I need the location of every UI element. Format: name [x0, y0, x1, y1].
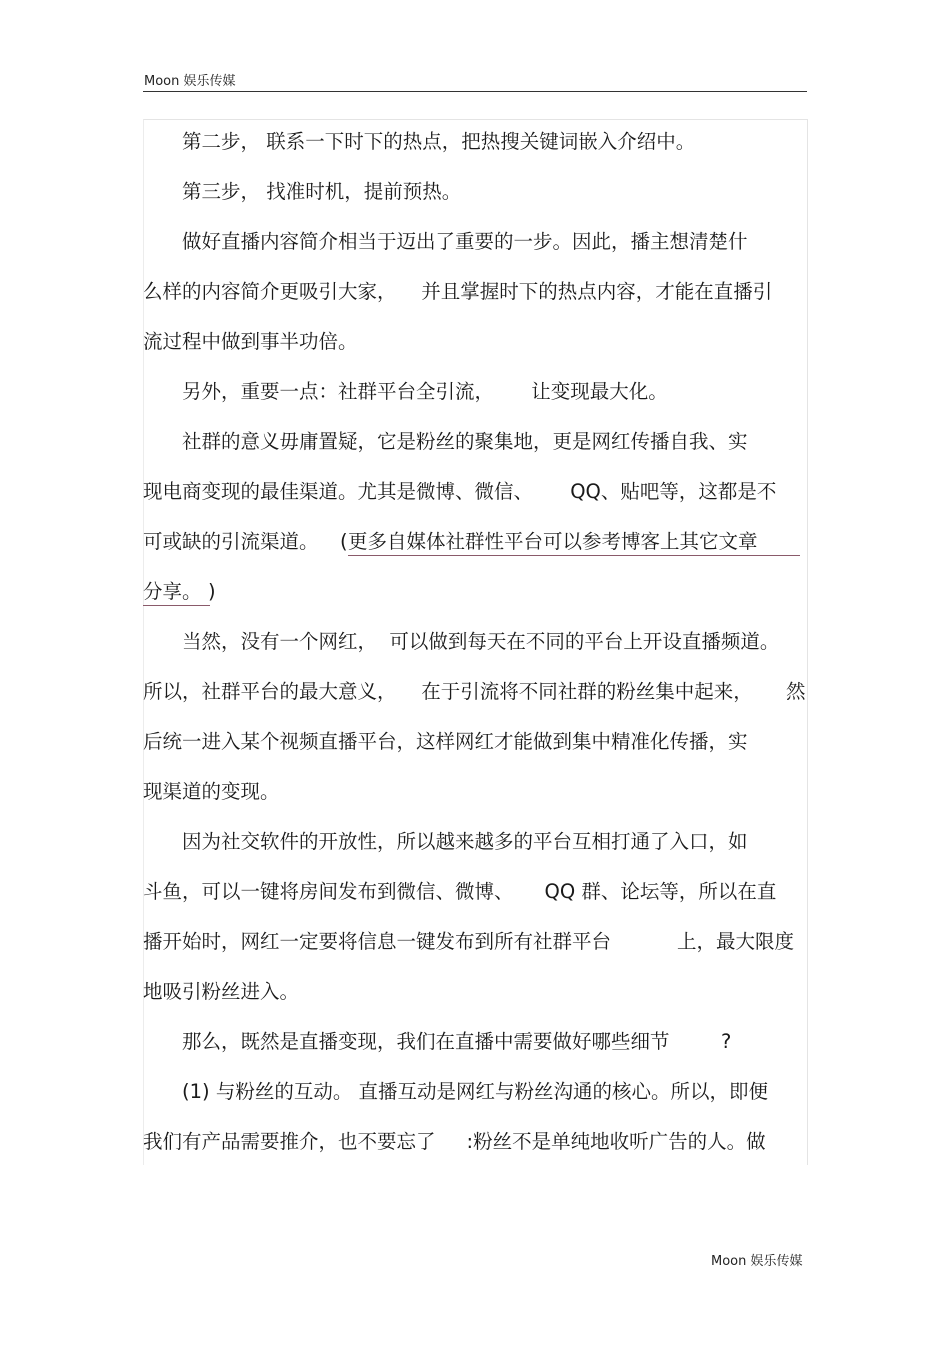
page-header: Moon 娱乐传媒 [144, 74, 236, 89]
text-line: 做好直播内容简介相当于迈出了重要的一步。因此，播主想清楚什 [182, 230, 748, 253]
text-line: (1) 与粉丝的互动。 直播互动是网红与粉丝沟通的核心。所以，即便 [182, 1080, 769, 1103]
text-line: 后统一进入某个视频直播平台，这样网红才能做到集中精准化传播，实 [143, 730, 748, 753]
text-line: 可或缺的引流渠道。 [143, 530, 319, 553]
close-paren: ) [208, 580, 216, 603]
text-line: 流过程中做到事半功倍。 [143, 330, 358, 353]
text-line: 所以，社群平台的最大意义， 在于引流将不同社群的粉丝集中起来， [143, 680, 753, 703]
text-line: 播开始时，网红一定要将信息一键发布到所有社群平台 [143, 930, 612, 953]
text-line: 现电商变现的最佳渠道。尤其是微博、微信、 QQ、贴吧等，这都是不 [143, 480, 777, 503]
page-footer: Moon 娱乐传媒 [711, 1254, 803, 1269]
text-line: 现渠道的变现。 [143, 780, 280, 803]
underlined-reference-text: 分享。 [143, 580, 210, 606]
header-divider [143, 91, 807, 92]
text-line: 上，最大限度 [677, 930, 795, 953]
text-line: 斗鱼，可以一键将房间发布到微信、微博、 QQ 群、论坛等，所以在直 [143, 880, 777, 903]
text-line: 第三步， 找准时机，提前预热。 [182, 180, 462, 203]
text-line: ? [721, 1030, 732, 1053]
text-line: 第二步， 联系一下时下的热点，把热搜关键词嵌入介绍中。 [182, 130, 696, 153]
text-line: 当然，没有一个网红， 可以做到每天在不同的平台上开设直播频道。 [182, 630, 780, 653]
text-line: 社群的意义毋庸置疑，它是粉丝的聚集地，更是网红传播自我、实 [182, 430, 748, 453]
text-line: 么样的内容简介更吸引大家， 并且掌握时下的热点内容，才能在直播引 [143, 280, 773, 303]
text-line: 因为社交软件的开放性，所以越来越多的平台互相打通了入口，如 [182, 830, 748, 853]
text-line: 我们有产品需要推介，也不要忘了 :粉丝不是单纯地收听广告的人。做 [143, 1130, 766, 1153]
open-paren: ( [340, 530, 348, 553]
text-line: 然 [786, 680, 806, 703]
text-line: 另外，重要一点：社群平台全引流， 让变现最大化。 [182, 380, 668, 403]
underlined-reference-text: 更多自媒体社群性平台可以参考博客上其它文章 [348, 530, 800, 556]
text-line: 那么，既然是直播变现，我们在直播中需要做好哪些细节 [182, 1030, 670, 1053]
text-line: 地吸引粉丝进入。 [143, 980, 300, 1003]
